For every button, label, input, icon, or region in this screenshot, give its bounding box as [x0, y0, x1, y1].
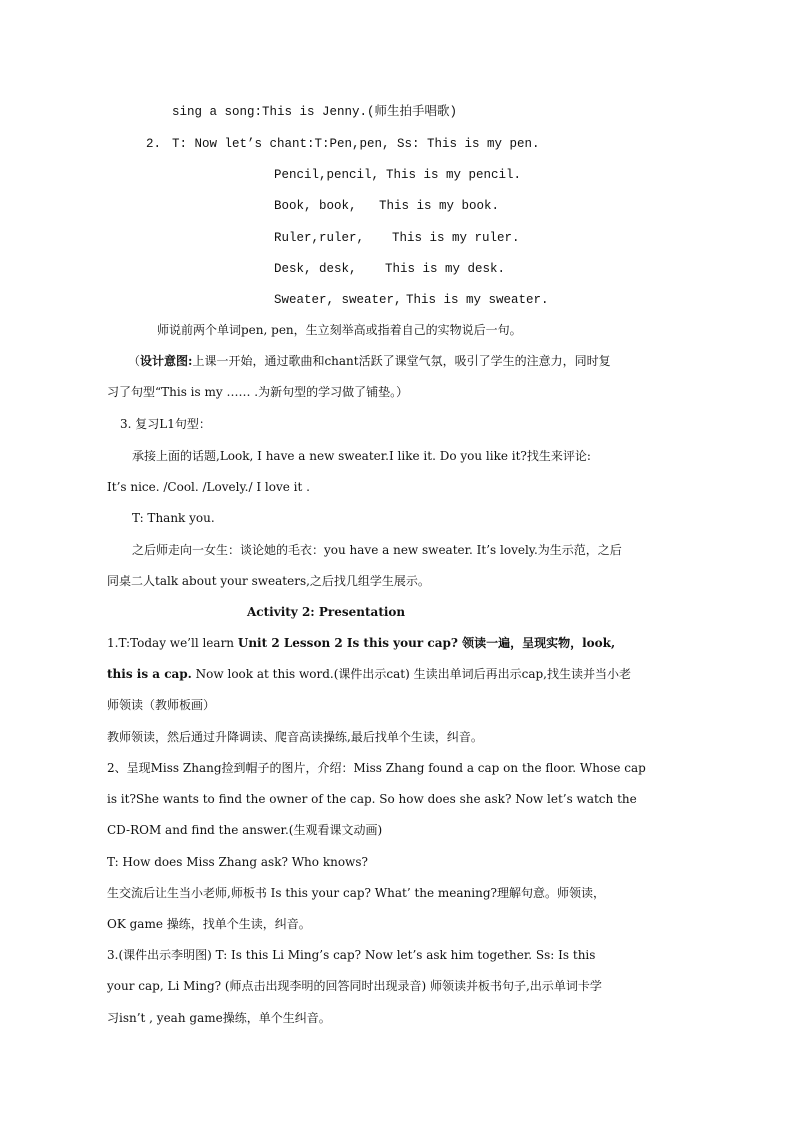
presentation-line: OK game 操练，找单个生读，纠音。 [107, 917, 311, 931]
presentation-line [107, 635, 615, 651]
review-line: 之后师走向一女生：谈论她的毛衣：you have a new sweater. It’s lovely.为生示范，之后 [132, 543, 622, 557]
teacher-note: 师说前两个单词pen, pen，生立刻举高或指着自己的实物说后一句。 [157, 323, 522, 337]
review-line: 同桌二人talk about your sweaters,之后找几组学生展示。 [107, 574, 430, 588]
song-line: sing a song:This is Jenny.(师生拍手唱歌) [172, 105, 458, 119]
presentation-line: CD-ROM and find the answer.(生观看课文动画) [107, 823, 383, 837]
cap-phrase: this is a cap. [107, 667, 192, 681]
lesson-title: Unit 2 Lesson 2 Is this your cap? 领读一遍，呈现实物，look, [237, 636, 616, 650]
open-paren: （ [128, 354, 141, 368]
chant-number: 2. [146, 137, 162, 151]
activity-title: Activity 2: Presentation [247, 605, 406, 619]
design-intent-text: 上课一开始，通过歌曲和chant活跃了课堂气氛，吸引了学生的注意力，同时复 [192, 354, 611, 368]
line-part: 1.T:Today we’ll learn [107, 636, 238, 650]
review-line: T: Thank you. [132, 511, 215, 525]
presentation-line: 3.(课件出示李明图) T: Is this Li Ming’s cap? Now let’s ask him together. Ss: Is this [107, 948, 596, 962]
presentation-line: 2、呈现Miss Zhang捡到帽子的图片，介绍：Miss Zhang found a cap on the floor. Whose cap [107, 761, 646, 775]
presentation-line: 师领读（教师板画） [107, 698, 216, 712]
chant-word: Sweater, sweater, [274, 293, 402, 307]
presentation-line: T: How does Miss Zhang ask? Who knows? [107, 855, 368, 869]
presentation-line: is it?She wants to find the owner of the cap. So how does she ask? Now let’s watch the [107, 792, 637, 806]
review-heading: 3. 复习L1句型： [120, 417, 211, 431]
presentation-line [107, 666, 631, 682]
chant-word: Ruler,ruler, [274, 231, 365, 245]
presentation-line: your cap, Li Ming? (师点击出现李明的回答同时出现录音) 师领读并板书句子,出示单词卡学 [107, 979, 602, 993]
review-line: It’s nice. /Cool. /Lovely./ I love it . [107, 480, 310, 494]
chant-sentence: This is my pencil. [386, 168, 522, 182]
review-line: 承接上面的话题,Look, I have a new sweater.I like it. Do you like it?找生来评论: [132, 449, 591, 463]
chant-sentence: This is my sweater. [406, 293, 549, 307]
design-intent-line-2: 习了句型“This is my …… .为新句型的学习做了铺垫。） [107, 385, 409, 399]
chant-word: Book, book, [274, 199, 357, 213]
design-intent-label: 设计意图: [140, 354, 193, 368]
design-intent-line [128, 353, 611, 369]
chant-sentence: This is my ruler. [392, 231, 520, 245]
presentation-line: 生交流后让生当小老师,师板书 Is this your cap? What’ the meaning?理解句意。师领读， [107, 886, 605, 900]
chant-sentence: This is my desk. [385, 262, 506, 276]
line-part: Now look at this word.(课件出示cat) 生读出单词后再出示cap,找生读并当小老 [191, 667, 631, 681]
chant-intro: T: Now let’s chant:T:Pen,pen, Ss: This is my pen. [172, 137, 540, 151]
chant-word: Desk, desk, [274, 262, 357, 276]
presentation-line: 教师领读，然后通过升降调读、爬音高读操练,最后找单个生读，纠音。 [107, 730, 483, 744]
chant-sentence: This is my book. [379, 199, 500, 213]
presentation-line: 习isn’t , yeah game操练，单个生纠音。 [107, 1011, 331, 1025]
chant-word: Pencil,pencil, [274, 168, 380, 182]
